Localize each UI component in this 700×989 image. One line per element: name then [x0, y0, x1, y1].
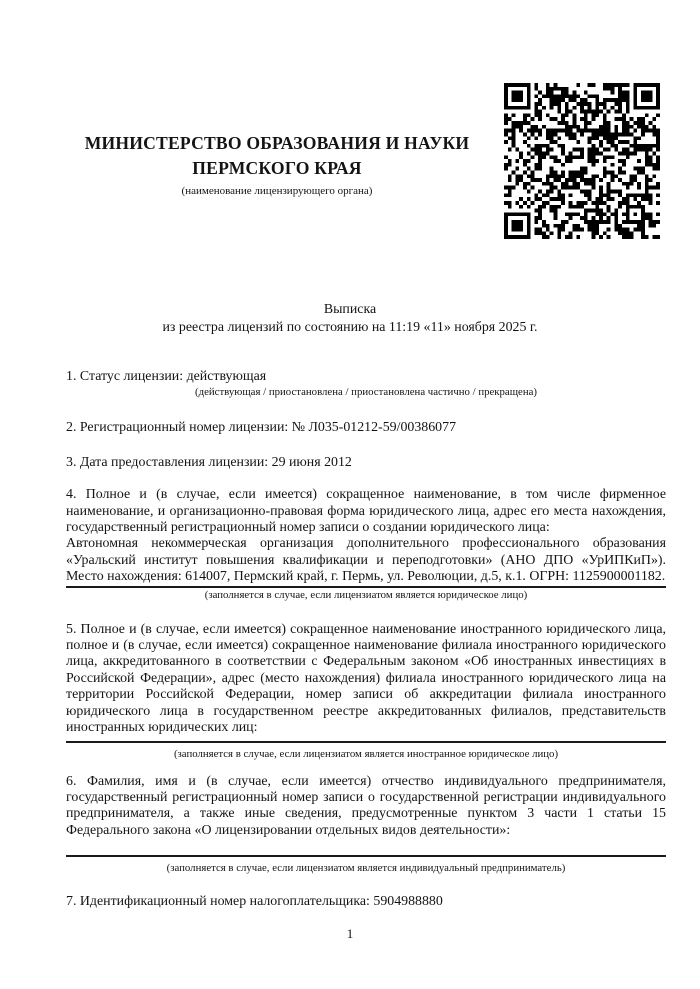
individual-entrepreneur-hint: (заполняется в случае, если лицензиатом является индивидуальный предприниматель) [166, 862, 566, 875]
qr-code-image [504, 83, 660, 239]
document-title [0, 301, 700, 336]
document-title-line2: из реестра лицензий по состоянию на 11:19 «11» ноября 2025 г. [162, 319, 538, 335]
item-license-status [66, 369, 666, 399]
taxpayer-number-text: 7. Идентификационный номер налогоплательщика: 5904988880 [66, 894, 443, 910]
license-date-text: 3. Дата предоставления лицензии: 29 июня 2012 [66, 454, 352, 470]
foreign-entity-label: 5. Полное и (в случае, если имеется) сокращенное наименование иностранного юридического лица, полное и (в случае, если имеется) сокращенное наименование филиала иностранного юридического лица, аккредитованного в соответствии с Федеральным законом «Об иностранных инвестициях в Российской Федерации», адрес (место нахождения) филиала иностранного юридического лица на территории Российской Федерации, номер записи об аккредитации филиала иностранного юридического лица в государственном реестре аккредитованных филиалов, представительств иностранных юридических лиц: [66, 621, 666, 736]
extract-body [66, 369, 666, 911]
legal-entity-hint: (заполняется в случае, если лицензиатом является юридическое лицо) [204, 588, 528, 601]
ministry-caption: (наименование лицензирующего органа) [181, 185, 373, 197]
registration-number-text: 2. Регистрационный номер лицензии: № Л035-01212-59/00386077 [66, 420, 457, 436]
item-legal-entity [66, 487, 666, 601]
item-taxpayer-number [66, 894, 666, 910]
item-individual-entrepreneur [66, 774, 666, 876]
item-registration-number [66, 420, 666, 436]
individual-entrepreneur-blank-line [66, 855, 666, 857]
licensing-authority-header [64, 0, 490, 198]
qr-code [504, 83, 660, 239]
ministry-name-line1: МИНИСТЕРСТВО ОБРАЗОВАНИЯ И НАУКИ [84, 133, 470, 153]
item-foreign-entity [66, 622, 666, 761]
foreign-entity-hint: (заполняется в случае, если лицензиатом является иностранное юридическое лицо) [173, 747, 559, 760]
ministry-name-line2: ПЕРМСКОГО КРАЯ [192, 158, 362, 178]
legal-entity-label: 4. Полное и (в случае, если имеется) сокращенное наименование, в том числе фирменное наименование, и организационно-правовая форма юридического лица, адрес его места нахождения, государственный регистрационный номер записи о создании юридического лица: [66, 487, 666, 536]
page-number: 1 [346, 926, 354, 941]
license-status-options-hint: (действующая / приостановлена / приостановлена частично / прекращена) [195, 386, 537, 399]
license-status-text: 1. Статус лицензии: действующая [66, 369, 267, 384]
item-license-date [66, 455, 666, 471]
individual-entrepreneur-label: 6. Фамилия, имя и (в случае, если имеется) отчество индивидуального предпринимателя, государственный регистрационный номер записи о государственной регистрации индивидуального предпринимателя, а также иные сведения, предусмотренные пунктом 3 части 1 статьи 15 Федерального закона «О лицензировании отдельных видов деятельности»: [66, 773, 666, 838]
foreign-entity-blank-line [66, 741, 666, 743]
document-title-line1: Выписка [323, 302, 377, 317]
legal-entity-value: Автономная некоммерческая организация дополнительного профессионального образования «Уральский институт повышения квалификации и переподготовки» (АНО ДПО «УрИПКиП»). Место нахождения: 614007, Пермский край, г. Пермь, ул. Революции, д.5, к.1. ОГРН: 1125900001182. [66, 536, 666, 587]
